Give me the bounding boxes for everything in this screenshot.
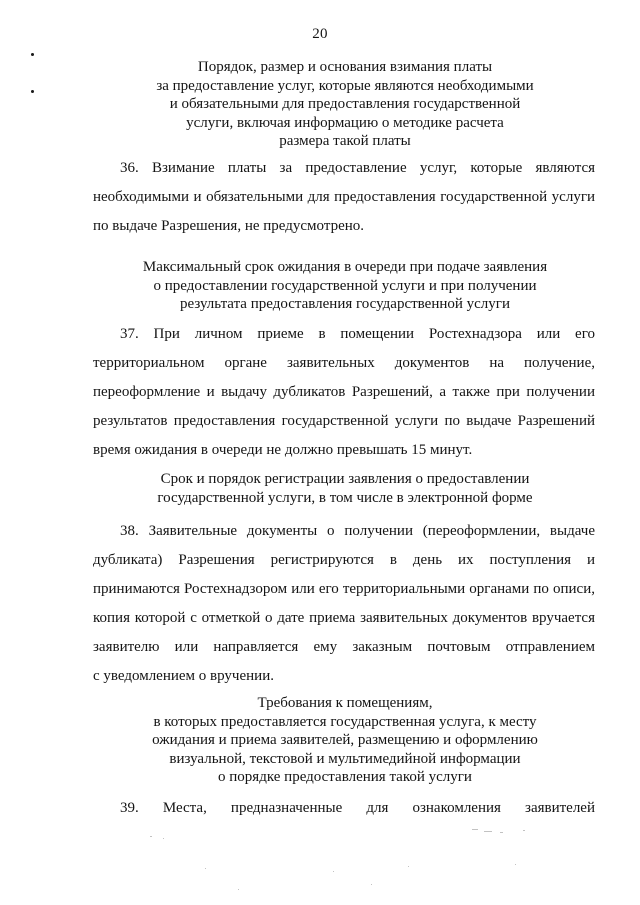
section-heading-waiting-time — [95, 258, 595, 314]
paragraph-line: результатов предоставления государственной услуги по выдаче Разрешений — [93, 413, 595, 429]
heading-line: в которых предоставляется государственная услуга, к месту — [153, 713, 537, 730]
scan-dot — [31, 53, 34, 56]
paragraph-line: с уведомлением о вручении. — [93, 668, 274, 684]
heading-line: Требования к помещениям, — [257, 695, 433, 711]
section-heading-fees — [95, 58, 595, 151]
paragraph-36 — [93, 154, 595, 241]
paragraph-39 — [93, 794, 595, 823]
heading-line: Порядок, размер и основания взимания платы — [197, 59, 493, 75]
heading-line: о порядке предоставления такой услуги — [218, 769, 472, 785]
heading-line: результата предоставления государственной услуги — [180, 296, 510, 312]
heading-line: о предоставлении государственной услуги и при получении — [153, 277, 537, 294]
heading-line: размера такой платы — [279, 133, 411, 149]
page-number: 20 — [312, 26, 328, 42]
heading-line: за предоставление услуг, которые являются необходимыми — [156, 77, 534, 94]
paragraph-37 — [93, 320, 595, 465]
paragraph-line: территориальном органе заявительных документов на получение, — [93, 355, 595, 371]
section-heading-premises — [95, 694, 595, 787]
paragraph-line: время ожидания в очереди не должно превышать 15 минут. — [93, 442, 473, 458]
paragraph-line: по выдаче Разрешения, не предусмотрено. — [93, 218, 365, 234]
paragraph-line: заявителю или направляется ему заказным почтовым отправлением — [93, 639, 595, 655]
heading-line: государственной услуги, в том числе в электронной форме — [157, 489, 533, 506]
heading-line: услуги, включая информацию о методике расчета — [186, 114, 504, 131]
paragraph-line: 36. Взимание платы за предоставление услуг, которые являются — [120, 160, 595, 176]
heading-line: визуальной, текстовой и мультимедийной информации — [169, 750, 521, 767]
heading-line: и обязательными для предоставления государственной — [169, 96, 521, 112]
paragraph-line: 37. При личном приеме в помещении Ростехнадзора или его — [120, 326, 595, 342]
paragraph-line: 39. Места, предназначенные для ознакомления заявителей — [120, 800, 595, 816]
heading-line: Максимальный срок ожидания в очереди при подаче заявления — [142, 259, 548, 275]
section-heading-registration — [95, 470, 595, 507]
heading-line: Срок и порядок регистрации заявления о предоставлении — [160, 471, 530, 487]
paragraph-line: переоформление и выдачу дубликатов Разрешений, а также при получении — [93, 384, 595, 400]
heading-line: ожидания и приема заявителей, размещению и оформлению — [152, 732, 538, 748]
paragraph-38 — [93, 517, 595, 691]
paragraph-line: дубликата) Разрешения регистрируются в день их поступления и — [93, 552, 595, 568]
paragraph-line: необходимыми и обязательными для предоставления государственной услуги — [93, 189, 595, 205]
paragraph-line: 38. Заявительные документы о получении (переоформлении, выдаче — [120, 523, 595, 539]
scan-dot — [31, 90, 34, 93]
paragraph-line: копия которой с отметкой о дате приема заявительных документов вручается — [93, 610, 595, 626]
paragraph-line: принимаются Ростехнадзором или его территориальными органами по описи, — [93, 581, 595, 597]
